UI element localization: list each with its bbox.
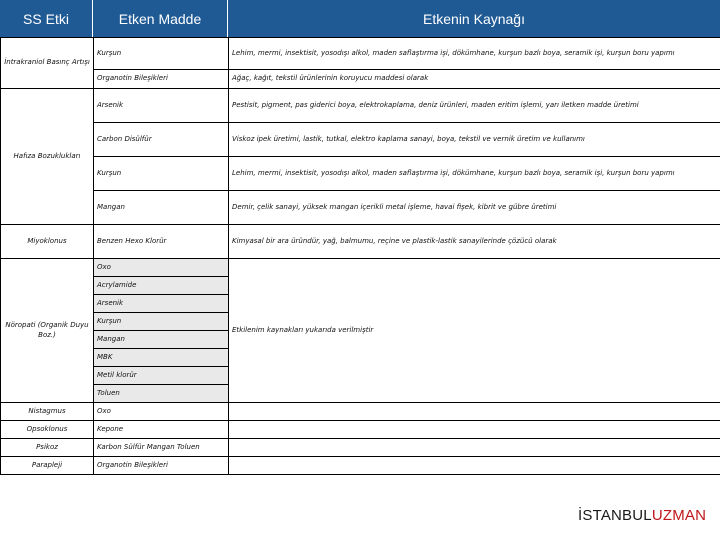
table-row xyxy=(1,225,720,259)
table-row xyxy=(1,157,720,191)
table-row xyxy=(1,70,720,89)
table-row xyxy=(1,421,720,439)
effect-cell: Hafıza Bozuklukları xyxy=(1,89,94,225)
agent-cell: Karbon Sülfür Mangan Toluen xyxy=(94,439,229,457)
logo-part-1: İSTANBUL xyxy=(578,507,652,524)
agent-cell: Acrylamide xyxy=(94,277,229,295)
source-cell: Lehim, mermi, insektisit, yosodışı alkol, maden saflaştırma işi, dökümhane, kurşun bazlı boya, seramik işi, kurşun boru yapımı xyxy=(229,157,720,191)
table-row xyxy=(1,191,720,225)
source-cell: Lehim, mermi, insektisit, yosodışı alkol, maden saflaştırma işi, dökümhane, kurşun bazlı boya, seramik işi, kurşun boru yapımı xyxy=(229,38,720,70)
agent-cell: Arsenik xyxy=(94,89,229,123)
effect-cell: İntrakraniol Basınç Artışı xyxy=(1,38,94,89)
source-cell xyxy=(229,403,720,421)
agent-cell: Kurşun xyxy=(94,38,229,70)
agent-cell: Kurşun xyxy=(94,313,229,331)
table-row xyxy=(1,403,720,421)
table-row xyxy=(1,457,720,475)
agent-cell: Oxo xyxy=(94,259,229,277)
agent-cell: Mangan xyxy=(94,331,229,349)
source-cell: Viskoz ipek üretimi, lastik, tutkal, elektro kaplama sanayi, boya, tekstil ve vernik üretim ve kullanımı xyxy=(229,123,720,157)
source-cell: Etkilenim kaynakları yukarıda verilmiştir xyxy=(229,259,720,403)
table-row xyxy=(1,89,720,123)
source-cell xyxy=(229,457,720,475)
agent-cell: Oxo xyxy=(94,403,229,421)
agent-cell: Carbon Disülfür xyxy=(94,123,229,157)
agent-cell: Kepone xyxy=(94,421,229,439)
agent-cell: Metil klorür xyxy=(94,367,229,385)
header-etken-madde: Etken Madde xyxy=(93,0,227,37)
agent-cell: Kurşun xyxy=(94,157,229,191)
source-cell: Pestisit, pigment, pas giderici boya, elektrokaplama, deniz ürünleri, maden eritim işlemi, yarı iletken madde üretimi xyxy=(229,89,720,123)
source-cell: Ağaç, kağıt, tekstil ürünlerinin koruyucu maddesi olarak xyxy=(229,70,720,89)
effect-cell: Nistagmus xyxy=(1,403,94,421)
source-cell: Demir, çelik sanayi, yüksek mangan içerikli metal işleme, havai fişek, kibrit ve gübre üretimi xyxy=(229,191,720,225)
source-cell xyxy=(229,421,720,439)
agent-cell: Arsenik xyxy=(94,295,229,313)
agent-cell: Mangan xyxy=(94,191,229,225)
header-etkenin-kaynagi: Etkenin Kaynağı xyxy=(228,0,720,37)
table-row xyxy=(1,439,720,457)
agent-cell: Organotin Bileşikleri xyxy=(94,457,229,475)
istanbuluzman-logo xyxy=(578,507,706,524)
table-row xyxy=(1,259,720,277)
effect-cell: Parapleji xyxy=(1,457,94,475)
logo-part-2: UZMAN xyxy=(651,507,707,524)
agent-cell: MBK xyxy=(94,349,229,367)
header-ss-etki: SS Etki xyxy=(0,0,92,37)
effect-cell: Opsoklonus xyxy=(1,421,94,439)
effect-cell: Miyoklonus xyxy=(1,225,94,259)
source-cell: Kimyasal bir ara üründür, yağ, balmumu, reçine ve plastik-lastik sanayilerinde çözücü olarak xyxy=(229,225,720,259)
effect-cell: Psikoz xyxy=(1,439,94,457)
data-table xyxy=(0,37,720,475)
agent-cell: Toluen xyxy=(94,385,229,403)
effect-cell: Nöropati (Organik Duyu Boz.) xyxy=(1,259,94,403)
agent-cell: Organotin Bileşikleri xyxy=(94,70,229,89)
table-row xyxy=(1,123,720,157)
agent-cell: Benzen Hexo Klorür xyxy=(94,225,229,259)
table-row xyxy=(1,38,720,70)
source-cell xyxy=(229,439,720,457)
